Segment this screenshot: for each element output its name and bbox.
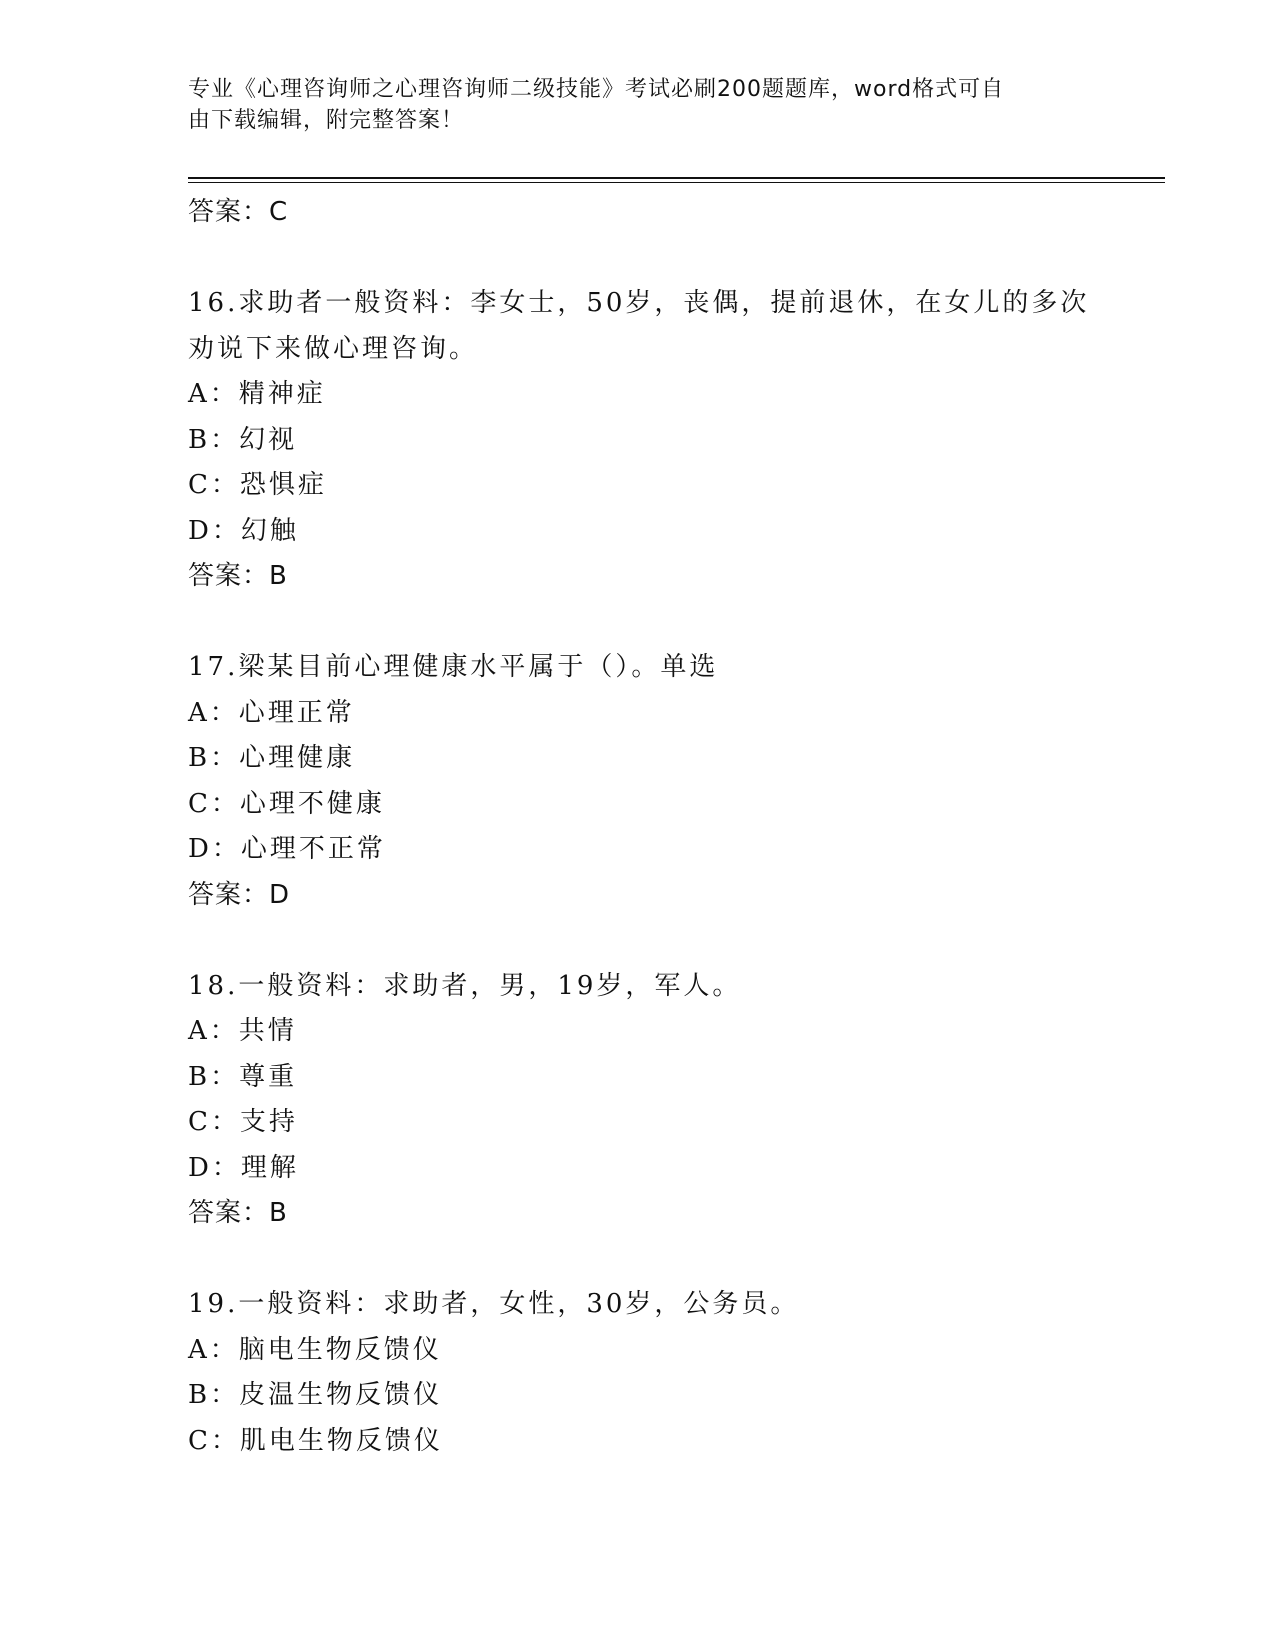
- option-a: A：脑电生物反馈仪: [188, 1334, 442, 1365]
- question-19: [188, 1282, 1138, 1464]
- previous-answer: 答案：C: [188, 197, 289, 227]
- question-16: [188, 281, 1138, 600]
- question-18: [188, 964, 1138, 1237]
- header-divider-thin: [188, 182, 1165, 183]
- option-d: D：幻触: [188, 515, 299, 546]
- header-divider-thick: [188, 177, 1165, 179]
- question-list: [188, 190, 1138, 1464]
- option-d: D：理解: [188, 1152, 299, 1183]
- page-header: [188, 74, 1068, 136]
- question-stem: 劝说下来做心理咨询。: [188, 333, 479, 364]
- answer: 答案：B: [188, 1198, 288, 1228]
- answer: 答案：B: [188, 561, 288, 591]
- option-c: C：肌电生物反馈仪: [188, 1425, 443, 1456]
- spacer: [188, 918, 1138, 964]
- question-stem: 19.一般资料：求助者，女性，30岁，公务员。: [188, 1289, 800, 1319]
- option-b: B：幻视: [188, 424, 298, 455]
- spacer: [188, 1237, 1138, 1283]
- option-c: C：心理不健康: [188, 788, 385, 819]
- answer: 答案：D: [188, 879, 291, 910]
- question-stem: 18.一般资料：求助者，男，19岁，军人。: [188, 970, 742, 1001]
- option-c: C：恐惧症: [188, 470, 327, 500]
- option-d: D：心理不正常: [188, 834, 386, 864]
- option-a: A：共情: [188, 1016, 297, 1046]
- option-c: C：支持: [188, 1107, 298, 1137]
- header-line-1: 专业《心理咨询师之心理咨询师二级技能》考试必刷200题题库，word格式可自: [188, 77, 1005, 102]
- header-line-2: 由下载编辑，附完整答案！: [188, 108, 465, 133]
- spacer: [188, 600, 1138, 646]
- option-b: B：皮温生物反馈仪: [188, 1380, 443, 1410]
- question-stem: 16.求助者一般资料：李女士，50岁，丧偶，提前退休，在女儿的多次: [188, 288, 1090, 318]
- question-17: [188, 645, 1138, 918]
- spacer: [188, 236, 1138, 282]
- option-a: A：精神症: [188, 379, 326, 409]
- question-stem: 17.梁某目前心理健康水平属于（）。单选: [188, 652, 719, 682]
- option-a: A：心理正常: [188, 697, 355, 728]
- option-b: B：心理健康: [188, 743, 356, 773]
- option-b: B：尊重: [188, 1061, 298, 1092]
